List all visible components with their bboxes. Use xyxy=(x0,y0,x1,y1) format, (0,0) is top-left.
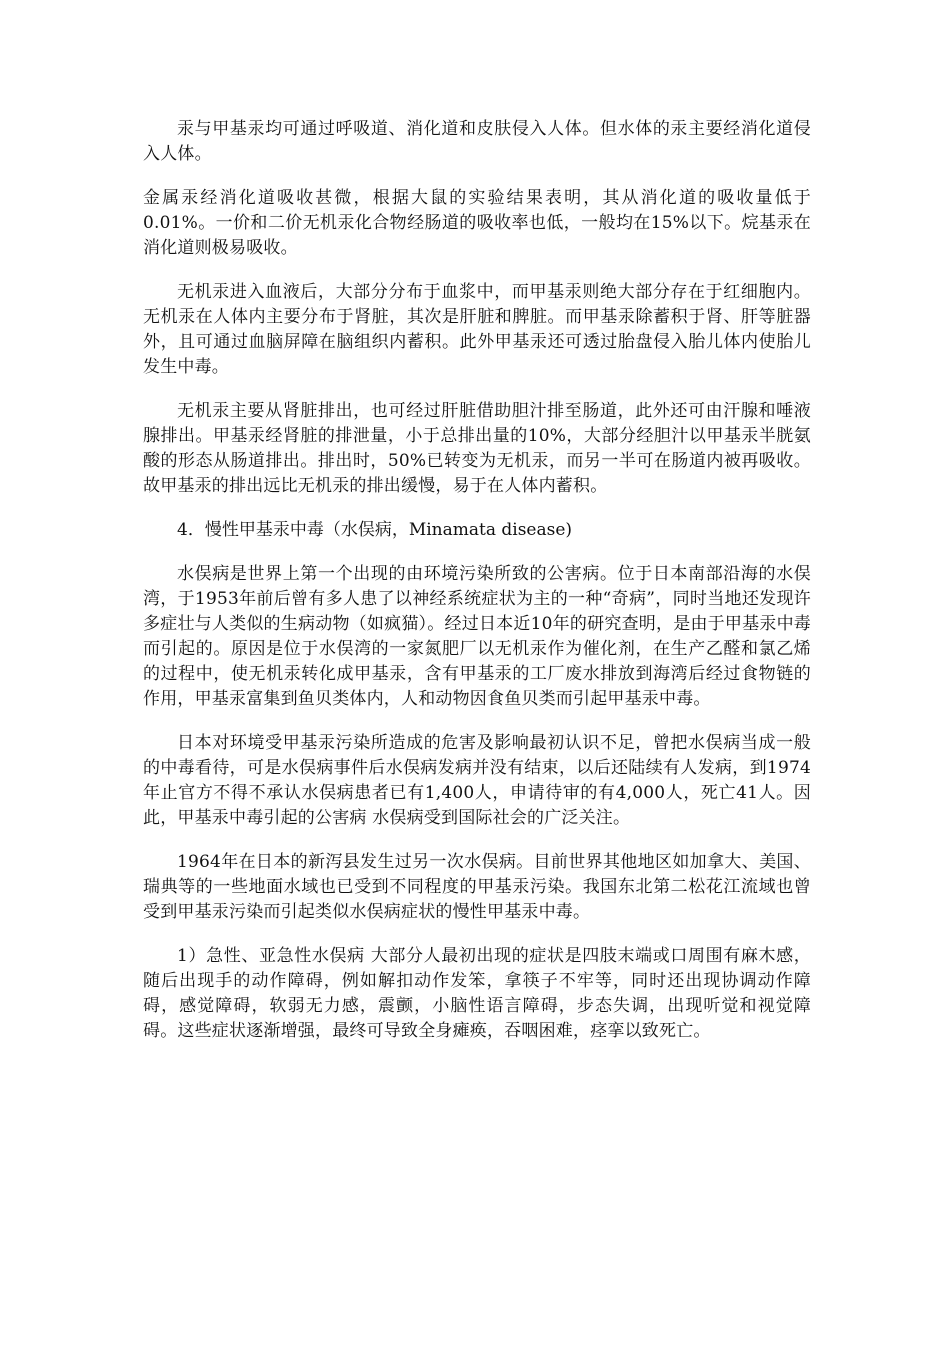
paragraph-digestive-absorption: 金属汞经消化道吸收甚微，根据大鼠的实验结果表明，其从消化道的吸收量低于0.01%。一价和二价无机汞化合物经肠道的吸收率也低，一般均在15%以下。烷基汞在消化道则极易吸收。 xyxy=(143,188,811,258)
paragraph-minamata-origin: 水俣病是世界上第一个出现的由环境污染所致的公害病。位于日本南部沿海的水俣湾，于1953年前后曾有多人患了以神经系统症状为主的一种“奇病”，同时当地还发现许多症壮与人类似的生病动物（如疯猫）。经过日本近10年的研究查明，是由于甲基汞中毒而引起的。原因是位于水俣湾的一家氮肥厂以无机汞作为催化剂，在生产乙醛和氯乙烯的过程中，使无机汞转化成甲基汞，含有甲基汞的工厂废水排放到海湾后经过食物链的作用，甲基汞富集到鱼贝类体内，人和动物因食鱼贝类而引起甲基汞中毒。 xyxy=(143,564,811,709)
document-body xyxy=(143,117,811,1063)
paragraph-other-outbreaks: 1964年在日本的新泻县发生过另一次水俣病。目前世界其他地区如加拿大、美国、瑞典等的一些地面水域也已受到不同程度的甲基汞污染。我国东北第二松花江流域也曾受到甲基汞污染而引起类似水俣病症状的慢性甲基汞中毒。 xyxy=(143,852,811,922)
paragraph-excretion: 无机汞主要从肾脏排出，也可经过肝脏借助胆汁排至肠道，此外还可由汗腺和唾液腺排出。甲基汞经肾脏的排泄量，小于总排出量的10%，大部分经胆汁以甲基汞半胱氨酸的形态从肠道排出。排出时，50%已转变为无机汞，而另一半可在肠道内被再吸收。故甲基汞的排出远比无机汞的排出缓慢，易于在人体内蓄积。 xyxy=(143,401,811,496)
paragraph-distribution: 无机汞进入血液后，大部分分布于血浆中，而甲基汞则绝大部分存在于红细胞内。无机汞在人体内主要分布于肾脏，其次是肝脏和脾脏。而甲基汞除蓄积于肾、肝等脏器外，且可通过血脑屏障在脑组织内蓄积。此外甲基汞还可透过胎盘侵入胎儿体内使胎儿发生中毒。 xyxy=(143,282,811,377)
paragraph-acute-symptoms: 1）急性、亚急性水俣病 大部分人最初出现的症状是四肢末端或口周围有麻木感，随后出现手的动作障碍，例如解扣动作发笨，拿筷子不牢等，同时还出现协调动作障碍，感觉障碍，软弱无力感，震颤，小脑性语言障碍，步态失调，出现听觉和视觉障碍。这些症状逐渐增强，最终可导致全身瘫痪，吞咽困难，痉挛以致死亡。 xyxy=(143,946,811,1041)
paragraph-absorption-routes: 汞与甲基汞均可通过呼吸道、消化道和皮肤侵入人体。但水体的汞主要经消化道侵入人体。 xyxy=(143,119,811,164)
paragraph-minamata-impact: 日本对环境受甲基汞污染所造成的危害及影响最初认识不足，曾把水俣病当成一般的中毒看待，可是水俣病事件后水俣病发病并没有结束，以后还陆续有人发病，到1974年止官方不得不承认水俣病患者已有1,400人，申请待审的有4,000人，死亡41人。因此，甲基汞中毒引起的公害病 水俣病受到国际社会的广泛关注。 xyxy=(143,733,811,828)
section-heading-minamata: 4．慢性甲基汞中毒（水俣病，Minamata disease) xyxy=(177,520,573,540)
